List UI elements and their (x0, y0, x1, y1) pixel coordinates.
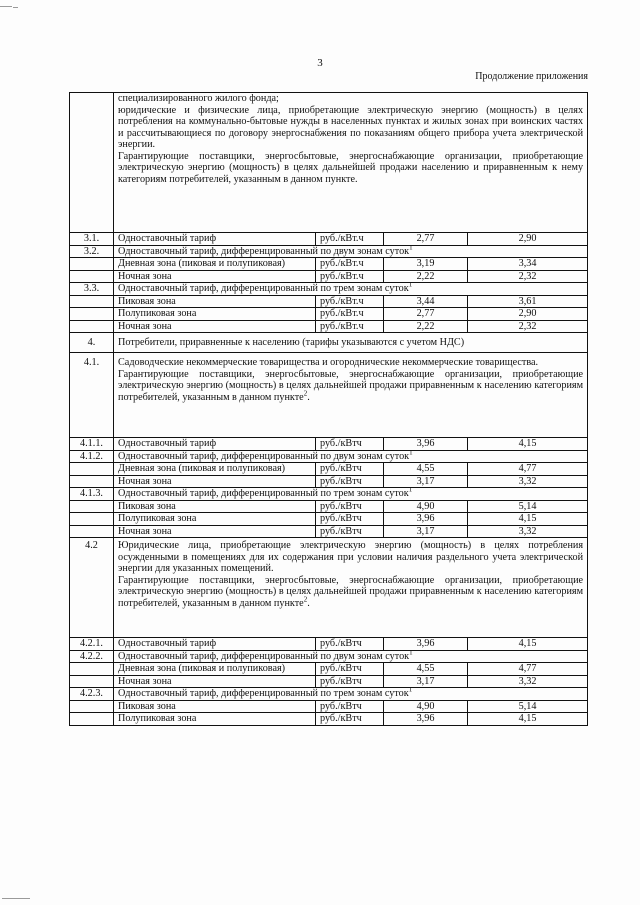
row-number: 4.2 (70, 538, 114, 638)
table-row (70, 675, 588, 688)
value-h2: 5,14 (468, 500, 588, 513)
footnote-mark: 1 (409, 245, 413, 252)
tariff-name: Одноставочный тариф (114, 438, 316, 451)
value-h1: 4,90 (384, 700, 468, 713)
value-h2: 4,15 (468, 638, 588, 651)
description-paragraph: Гарантирующие поставщики, энергосбытовые, энергоснабжающие организации, приобретающие электрическую энергию (мощность) в целях дальнейшей продажи населению и приравненным к нему категориям потребителей, указанным в данном пункте. (118, 150, 584, 185)
tariff-name: Одноставочный тариф (114, 638, 316, 651)
description-paragraph (118, 575, 583, 610)
heading-text: Одноставочный тариф, дифференцированный по двум зонам суток (118, 245, 410, 257)
description-cell (114, 353, 588, 438)
section-heading (114, 488, 588, 501)
table-row (70, 700, 588, 713)
footnote-mark: 1 (408, 687, 413, 694)
value-h2: 3,32 (468, 475, 588, 488)
unit-cell: руб./кВтч (316, 713, 384, 726)
table-row (70, 93, 588, 233)
value-h1: 3,17 (384, 475, 468, 488)
value-h1: 4,55 (384, 463, 468, 476)
heading-text: Одноставочный тариф, дифференцированный по трем зонам суток (118, 688, 409, 699)
zone-name: Полупиковая зона (114, 713, 316, 726)
description-tail: . (307, 597, 310, 609)
table-row (70, 233, 588, 246)
table-row (70, 450, 588, 463)
row-number: 4.2.3. (70, 688, 114, 701)
value-h2: 3,61 (468, 295, 588, 308)
section-heading (114, 245, 588, 258)
value-h2: 3,32 (468, 675, 588, 688)
zone-name: Дневная зона (пиковая и полупиковая) (114, 463, 316, 476)
description-text: Гарантирующие поставщики, энергосбытовые, энергоснабжающие организации, приобретающие электрическую энергию (мощность) в целях дальнейшей продажи приравненным к населению категориям потребителей, указанным в данном пункте (118, 368, 584, 403)
unit-cell: руб./кВтч (316, 638, 384, 651)
zone-name: Ночная зона (114, 675, 316, 688)
footnote-mark: 1 (408, 282, 413, 289)
value-h1: 3,19 (384, 258, 468, 271)
value-h2: 4,77 (468, 663, 588, 676)
zone-name: Ночная зона (114, 270, 316, 283)
value-h1: 2,22 (384, 270, 468, 283)
table-row (70, 295, 588, 308)
zone-name: Полупиковая зона (114, 513, 316, 526)
table-row (70, 475, 588, 488)
unit-cell: руб./кВт.ч (316, 233, 384, 246)
footnote-mark: 1 (408, 487, 413, 494)
value-h1: 3,44 (384, 295, 468, 308)
value-h2: 4,15 (468, 713, 588, 726)
table-row (70, 525, 588, 538)
value-h1: 3,96 (384, 713, 468, 726)
value-h1: 4,90 (384, 500, 468, 513)
value-h2: 4,15 (468, 438, 588, 451)
description-paragraph: Садоводческие некоммерческие товарищества и огороднические некоммерческие товарищества. (118, 357, 539, 368)
description-cell (114, 538, 588, 638)
table-row (70, 283, 588, 296)
value-h2: 2,90 (468, 308, 588, 321)
unit-cell: руб./кВтч (316, 700, 384, 713)
table-row (70, 308, 588, 321)
tariff-name: Одноставочный тариф (114, 233, 316, 246)
section-heading: Потребители, приравненные к населению (тарифы указываются с учетом НДС) (114, 333, 588, 353)
unit-cell: руб./кВт.ч (316, 270, 384, 283)
section-heading (114, 283, 588, 296)
value-h1: 3,96 (384, 513, 468, 526)
row-number: 4.1.1. (70, 438, 114, 451)
unit-cell: руб./кВтч (316, 513, 384, 526)
table-row (70, 333, 588, 353)
unit-cell: руб./кВтч (316, 525, 384, 538)
zone-name: Пиковая зона (114, 500, 316, 513)
value-h2: 2,90 (468, 233, 588, 246)
row-number: 3.1. (70, 233, 114, 246)
value-h2: 5,14 (468, 700, 588, 713)
heading-text: Одноставочный тариф, дифференцированный по трем зонам суток (118, 283, 409, 294)
value-h1: 3,17 (384, 675, 468, 688)
unit-cell: руб./кВт.ч (316, 258, 384, 271)
unit-cell: руб./кВтч (316, 475, 384, 488)
row-number: 4.1.2. (70, 450, 114, 463)
row-number: 3.3. (70, 283, 114, 296)
value-h1: 2,22 (384, 320, 468, 333)
row-number: 4.2.1. (70, 638, 114, 651)
description-cell (114, 93, 588, 233)
table-row (70, 638, 588, 651)
table-row (70, 688, 588, 701)
value-h1: 3,96 (384, 638, 468, 651)
section-heading (114, 688, 588, 701)
description-paragraph: Юридические лица, приобретающие электрическую энергию (мощность) в целях потребления осужденными в помещениях для их содержания при условии наличия раздельного учета электрической энергии для указанных помещений. (118, 540, 584, 574)
unit-cell: руб./кВтч (316, 438, 384, 451)
scan-mark (13, 7, 18, 8)
table-row (70, 488, 588, 501)
table-row (70, 438, 588, 451)
unit-cell: руб./кВт.ч (316, 295, 384, 308)
value-h2: 3,32 (468, 525, 588, 538)
table-row (70, 270, 588, 283)
unit-cell: руб./кВт.ч (316, 308, 384, 321)
row-number: 4.1.3. (70, 488, 114, 501)
description-paragraph: юридические и физические лица, приобретающие электрическую энергию (мощность) в целях потребления на коммунально-бытовые нужды в населенных пунктах и жилых зонах при воинских частях и рассчитывающиеся по договору энергоснабжения по показаниям общего прибора учета электрической энергии. (118, 104, 584, 150)
description-paragraph (118, 369, 583, 404)
section-heading (114, 450, 588, 463)
row-number: 4.2.2. (70, 650, 114, 663)
row-number: 4.1. (70, 353, 114, 438)
heading-text: Одноставочный тариф, дифференцированный по двум зонам суток (118, 450, 410, 462)
zone-name: Ночная зона (114, 320, 316, 333)
heading-text: Одноставочный тариф, дифференцированный по трем зонам суток (118, 488, 409, 499)
tariff-table (69, 92, 588, 726)
value-h1: 3,96 (384, 438, 468, 451)
zone-name: Дневная зона (пиковая и полупиковая) (114, 258, 316, 271)
table-row (70, 538, 588, 638)
zone-name: Дневная зона (пиковая и полупиковая) (114, 663, 316, 676)
table-row (70, 245, 588, 258)
table-row (70, 500, 588, 513)
table-row (70, 353, 588, 438)
zone-name: Пиковая зона (114, 295, 316, 308)
table-row (70, 663, 588, 676)
value-h1: 4,55 (384, 663, 468, 676)
zone-name: Пиковая зона (114, 700, 316, 713)
value-h1: 2,77 (384, 308, 468, 321)
value-h2: 4,15 (468, 513, 588, 526)
value-h2: 2,32 (468, 320, 588, 333)
footnote-mark: 2 (303, 595, 308, 604)
zone-name: Полупиковая зона (114, 308, 316, 321)
footnote-mark: 1 (409, 450, 413, 457)
value-h2: 3,34 (468, 258, 588, 271)
zone-name: Ночная зона (114, 525, 316, 538)
description-text: Гарантирующие поставщики, энергосбытовые, энергоснабжающие организации, приобретающие электрическую энергию (мощность) в целях дальнейшей продажи приравненным к населению категориям потребителей, указанным в данном пункте (118, 574, 584, 609)
value-h2: 4,77 (468, 463, 588, 476)
unit-cell: руб./кВтч (316, 463, 384, 476)
table-row (70, 713, 588, 726)
table-row (70, 320, 588, 333)
table-row (70, 650, 588, 663)
value-h2: 2,32 (468, 270, 588, 283)
zone-name: Ночная зона (114, 475, 316, 488)
row-number: 3.2. (70, 245, 114, 258)
row-number: 4. (70, 333, 114, 353)
scan-mark (0, 6, 12, 7)
section-heading (114, 650, 588, 663)
unit-cell: руб./кВт.ч (316, 320, 384, 333)
footnote-mark: 2 (303, 389, 308, 398)
heading-text: Одноставочный тариф, дифференцированный по двум зонам суток (118, 650, 410, 662)
value-h1: 2,77 (384, 233, 468, 246)
unit-cell: руб./кВтч (316, 675, 384, 688)
continuation-label: Продолжение приложения (475, 71, 588, 82)
scan-mark (2, 898, 30, 899)
description-tail: . (307, 391, 310, 403)
unit-cell: руб./кВтч (316, 500, 384, 513)
description-line: специализированного жилого фонда; (118, 93, 279, 104)
table-row (70, 463, 588, 476)
value-h1: 3,17 (384, 525, 468, 538)
table-row (70, 258, 588, 271)
footnote-mark: 1 (409, 650, 413, 657)
unit-cell: руб./кВтч (316, 663, 384, 676)
page-number: 3 (317, 57, 323, 69)
table-row (70, 513, 588, 526)
